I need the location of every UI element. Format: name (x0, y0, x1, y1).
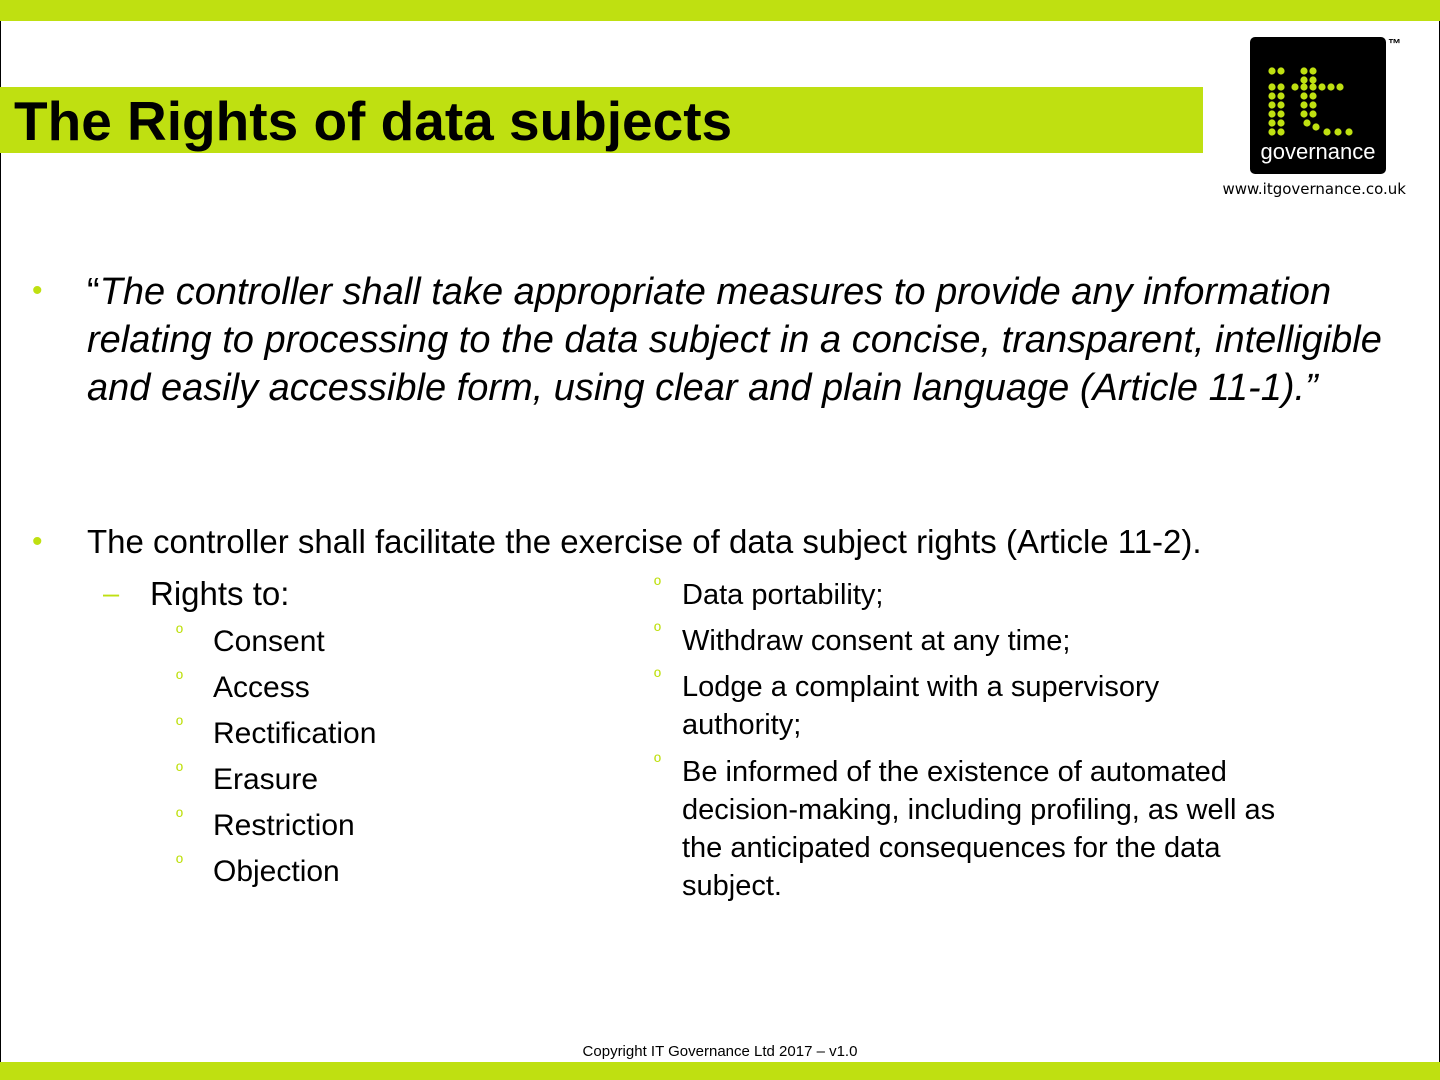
sub-bullet-marker: º (654, 752, 661, 773)
sub-bullet-marker: º (176, 761, 183, 782)
quote-text: The controller shall take appropriate measures to provide any information relating to processing to the data subject in a concise, transparent, intelligible and easily accessible form, using clear and plain language (Article 11-1).” (87, 271, 1382, 409)
sub-bullet-marker: º (176, 715, 183, 736)
right-rectification: Rectification (213, 717, 377, 750)
it-governance-logo (1250, 37, 1386, 174)
top-accent-bar (0, 0, 1440, 21)
sub-bullet-marker: º (654, 621, 661, 642)
sub-bullet-marker: º (176, 853, 183, 874)
right-data-portability: Data portability; (682, 579, 884, 611)
dash-marker: – (103, 578, 120, 610)
trademark-symbol: ™ (1388, 36, 1401, 51)
right-lodge-complaint: Lodge a complaint with a supervisory authority; (682, 671, 1160, 741)
sub-bullet-marker: º (176, 669, 183, 690)
open-quote: “ (87, 271, 100, 313)
right-withdraw-consent: Withdraw consent at any time; (682, 625, 1071, 657)
right-erasure: Erasure (213, 763, 319, 796)
website-url: www.itgovernance.co.uk (1222, 180, 1406, 198)
quote-paragraph (87, 268, 1417, 412)
logo-dot-mark (1250, 37, 1386, 147)
logo-wordmark: governance (1260, 139, 1376, 164)
sub-bullet-marker: º (176, 623, 183, 644)
right-consent: Consent (213, 625, 325, 658)
sub-bullet-marker: º (654, 667, 661, 688)
bullet-marker: • (32, 525, 43, 558)
rights-to-label: Rights to: (150, 575, 290, 612)
right-be-informed: Be informed of the existence of automated decision-making, including profiling, as well as the anticipated consequences for the data subject. (682, 756, 1276, 902)
copyright-notice: Copyright IT Governance Ltd 2017 – v1.0 (582, 1043, 858, 1060)
sub-bullet-marker: º (176, 807, 183, 828)
sub-bullet-marker: º (654, 575, 661, 596)
bullet-marker: • (32, 274, 43, 307)
right-restriction: Restriction (213, 809, 355, 842)
right-access: Access (213, 671, 310, 704)
right-objection: Objection (213, 855, 340, 888)
slide-title: The Rights of data subjects (14, 90, 733, 152)
facilitate-paragraph: The controller shall facilitate the exercise of data subject rights (Article 11-2). (87, 523, 1202, 560)
bottom-accent-bar (0, 1062, 1440, 1080)
